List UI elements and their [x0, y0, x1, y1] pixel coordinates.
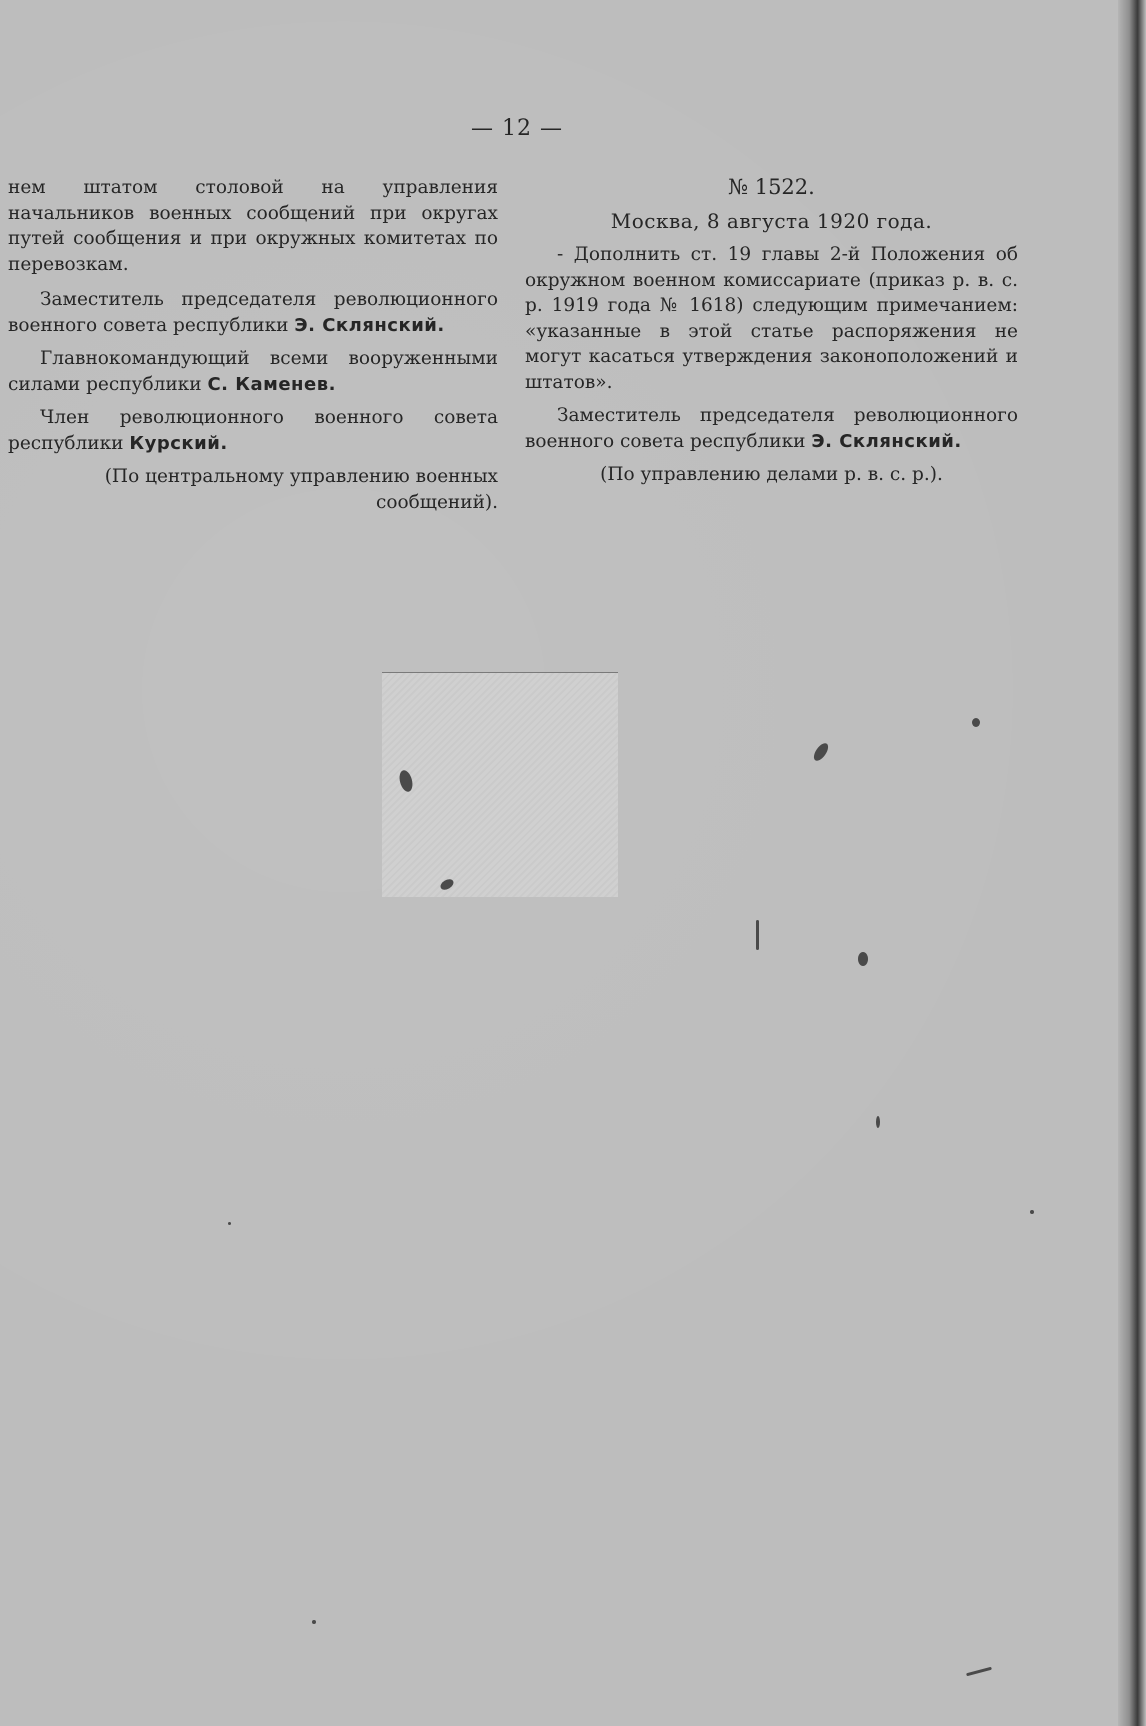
- right-column: [525, 175, 1018, 496]
- binding-edge: [1118, 0, 1146, 1726]
- signature-block: [8, 405, 498, 456]
- ink-speck: [756, 920, 759, 950]
- ink-speck: [312, 1620, 316, 1624]
- left-column: [8, 175, 498, 523]
- ink-speck: [811, 741, 831, 763]
- document-date: Москва, 8 августа 1920 года.: [610, 208, 933, 233]
- signature-block: [8, 346, 498, 397]
- signature-title: Главнокомандующий всеми вооруженными силами республики: [8, 348, 498, 395]
- continuation-paragraph: нем штатом столовой на управления начальников военных сообщений при округах путей сообщения и при окружных комитетах по перевозкам.: [8, 177, 498, 275]
- source-note: (По центральному управлению военных сообщений).: [104, 466, 498, 513]
- ink-speck: [858, 952, 868, 966]
- ink-speck: [228, 1222, 231, 1225]
- signature-name: С. Каменев.: [207, 373, 336, 395]
- signature-name: Э. Склянский.: [811, 430, 962, 452]
- signature-block: [525, 403, 1018, 454]
- signature-title: Член революционного военного совета республики: [8, 407, 498, 454]
- page-number: — 12 —: [471, 116, 563, 141]
- signature-title: Заместитель председателя революционного военного совета республики: [8, 289, 498, 336]
- ink-speck: [972, 718, 980, 727]
- order-body: - Дополнить ст. 19 главы 2-й Положения об окружном военном комиссариате (приказ р. в. с. р. 1919 года № 1618) следующим примечанием: «указанные в этой статье распоряжения не могут касаться утверждения законоположений и штатов».: [525, 244, 1018, 393]
- signature-name: Курский.: [129, 432, 228, 454]
- ink-speck: [876, 1116, 880, 1128]
- ink-speck: [966, 1667, 992, 1677]
- ink-speck: [1030, 1210, 1034, 1214]
- document-number: № 1522.: [728, 175, 815, 199]
- signature-block: [8, 287, 498, 338]
- pasted-paper-patch: [382, 672, 618, 897]
- source-note: (По управлению делами р. в. с. р.).: [600, 464, 943, 485]
- signature-name: Э. Склянский.: [294, 314, 445, 336]
- signature-title: Заместитель председателя революционного военного совета республики: [525, 405, 1018, 452]
